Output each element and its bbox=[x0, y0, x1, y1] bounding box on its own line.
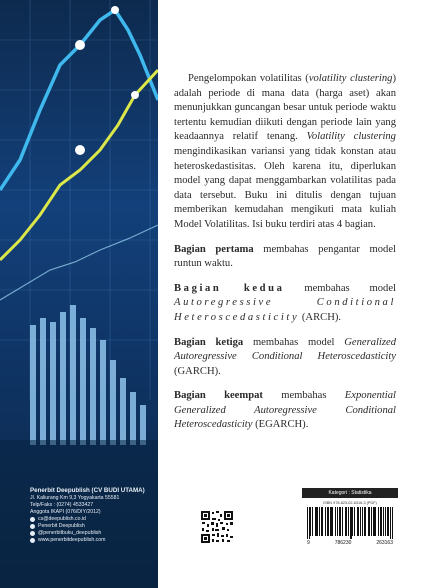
barcode-stripe bbox=[340, 507, 341, 536]
barcode-graphic bbox=[307, 507, 393, 539]
globe-icon bbox=[30, 538, 35, 543]
paragraph-intro: Pengelompokan volatilitas (volatility clustering) adalah periode di mana data (harga aset) akan menunjukkan guncangan besar untuk periode waktu tertentu kemudian diikuti dengan periode lain yang keadaannya relatif tenang. Volatility clustering mengindikasikan variansi yang tidak konstan atau heteroskedastisitas. Oleh karena itu, diperlukan model yang dapat menggambarkan volatilitas pada data tersebut. Buku ini ditulis dengan tujuan memberikan kemudahan mengikuti mata kuliah Model Volatilitas. Isi buku terdiri atas 4 bagian. bbox=[174, 73, 396, 230]
facebook-icon bbox=[30, 524, 35, 529]
barcode-stripe bbox=[388, 507, 389, 536]
barcode-stripe bbox=[362, 507, 363, 536]
isbn-text: ISBN 978-623-02-6316-3 (PDF) bbox=[323, 501, 377, 505]
barcode-stripe bbox=[360, 507, 361, 536]
barcode-stripe bbox=[316, 507, 317, 536]
paragraph-part-2: Bagian kedua membahas model Autoregressive Conditional Heteroscedasticity (ARCH). bbox=[174, 282, 396, 323]
category-label: Kategori : Statistika bbox=[302, 488, 398, 498]
barcode-stripe bbox=[331, 507, 332, 536]
blurb bbox=[174, 72, 396, 443]
barcode-stripe bbox=[373, 507, 374, 536]
barcode-stripe bbox=[390, 507, 391, 539]
paragraph-part-3: Bagian ketiga membahas model Generalized Autoregressive Conditional Heteroscedasticity (GARCH). bbox=[174, 336, 396, 377]
paragraph-part-4: Bagian keempat membahas Exponential Generalized Autoregressive Conditional Heteroscedasticity (EGARCH). bbox=[174, 390, 396, 431]
publisher-name: Penerbit Deepublish (CV BUDI UTAMA) bbox=[30, 487, 145, 494]
instagram-icon bbox=[30, 531, 35, 536]
barcode-stripe bbox=[310, 507, 311, 536]
barcode-stripe bbox=[348, 507, 349, 536]
barcode-stripe bbox=[325, 507, 326, 536]
barcode-stripe bbox=[354, 507, 355, 536]
barcode-stripe bbox=[337, 507, 338, 536]
barcode-digit-lead: 9 bbox=[307, 540, 310, 546]
barcode-stripe bbox=[364, 507, 365, 536]
barcode-stripe bbox=[315, 507, 316, 536]
barcode-stripe bbox=[352, 507, 353, 536]
contact-email: cs@deepublish.co.id bbox=[30, 516, 158, 523]
publisher-info bbox=[30, 487, 158, 544]
barcode-stripe bbox=[319, 507, 320, 536]
barcode-stripe bbox=[371, 507, 372, 536]
barcode-digits bbox=[307, 540, 393, 546]
barcode-stripe bbox=[322, 507, 323, 536]
paragraph-part-1: Bagian pertama membahas pengantar model runtun waktu. bbox=[174, 243, 396, 270]
barcode-stripe bbox=[345, 507, 346, 536]
barcode-stripe bbox=[307, 507, 308, 539]
barcode-stripe bbox=[387, 507, 388, 536]
barcode-digit-group-2: 263163 bbox=[376, 540, 393, 546]
contact-instagram: @penerbitbuku_deepublish bbox=[30, 530, 158, 537]
barcode-stripe bbox=[378, 507, 379, 536]
barcode-stripe bbox=[346, 507, 347, 536]
email-icon bbox=[30, 517, 35, 522]
barcode-stripe bbox=[358, 507, 359, 536]
barcode-label bbox=[302, 488, 398, 548]
barcode-stripe bbox=[309, 507, 310, 539]
barcode-stripe bbox=[332, 507, 333, 536]
barcode-stripe bbox=[312, 507, 313, 536]
barcode-stripe bbox=[335, 507, 336, 536]
barcode-stripe bbox=[327, 507, 328, 536]
barcode-bars bbox=[307, 507, 393, 539]
barcode-stripe bbox=[321, 507, 322, 536]
barcode-digit-group-1: 786230 bbox=[334, 540, 352, 546]
barcode-stripe bbox=[365, 507, 366, 536]
barcode-stripe bbox=[350, 507, 351, 539]
barcode-stripe bbox=[328, 507, 329, 536]
barcode-stripe bbox=[339, 507, 340, 536]
barcode-stripe bbox=[381, 507, 382, 536]
qr-code bbox=[200, 510, 234, 544]
barcode-stripe bbox=[357, 507, 358, 536]
publisher-address: Jl. Kaliurang Km 9,3 Yogyakarta 55581 bbox=[30, 495, 120, 501]
barcode-stripe bbox=[317, 507, 318, 536]
barcode-stripe bbox=[374, 507, 375, 536]
barcode-stripe bbox=[342, 507, 343, 536]
barcode-stripe bbox=[385, 507, 386, 536]
barcode-stripe bbox=[330, 507, 331, 536]
barcode-stripe bbox=[351, 507, 352, 539]
publisher-member: Anggota IKAPI (076/DIY/2012) bbox=[30, 509, 101, 515]
cover-graphic-panel bbox=[0, 0, 158, 588]
barcode-stripe bbox=[368, 507, 369, 536]
publisher-phone: Telp/Faks : (0274) 4533427 bbox=[30, 502, 94, 508]
barcode-stripe bbox=[383, 507, 384, 536]
barcode-stripe bbox=[369, 507, 370, 536]
contact-website: www.penerbitdeepublish.com bbox=[30, 537, 158, 544]
barcode-stripe bbox=[392, 507, 393, 539]
contact-facebook: Penerbit Deepublish bbox=[30, 523, 158, 530]
barcode-stripe bbox=[380, 507, 381, 536]
barcode-stripe bbox=[375, 507, 376, 536]
